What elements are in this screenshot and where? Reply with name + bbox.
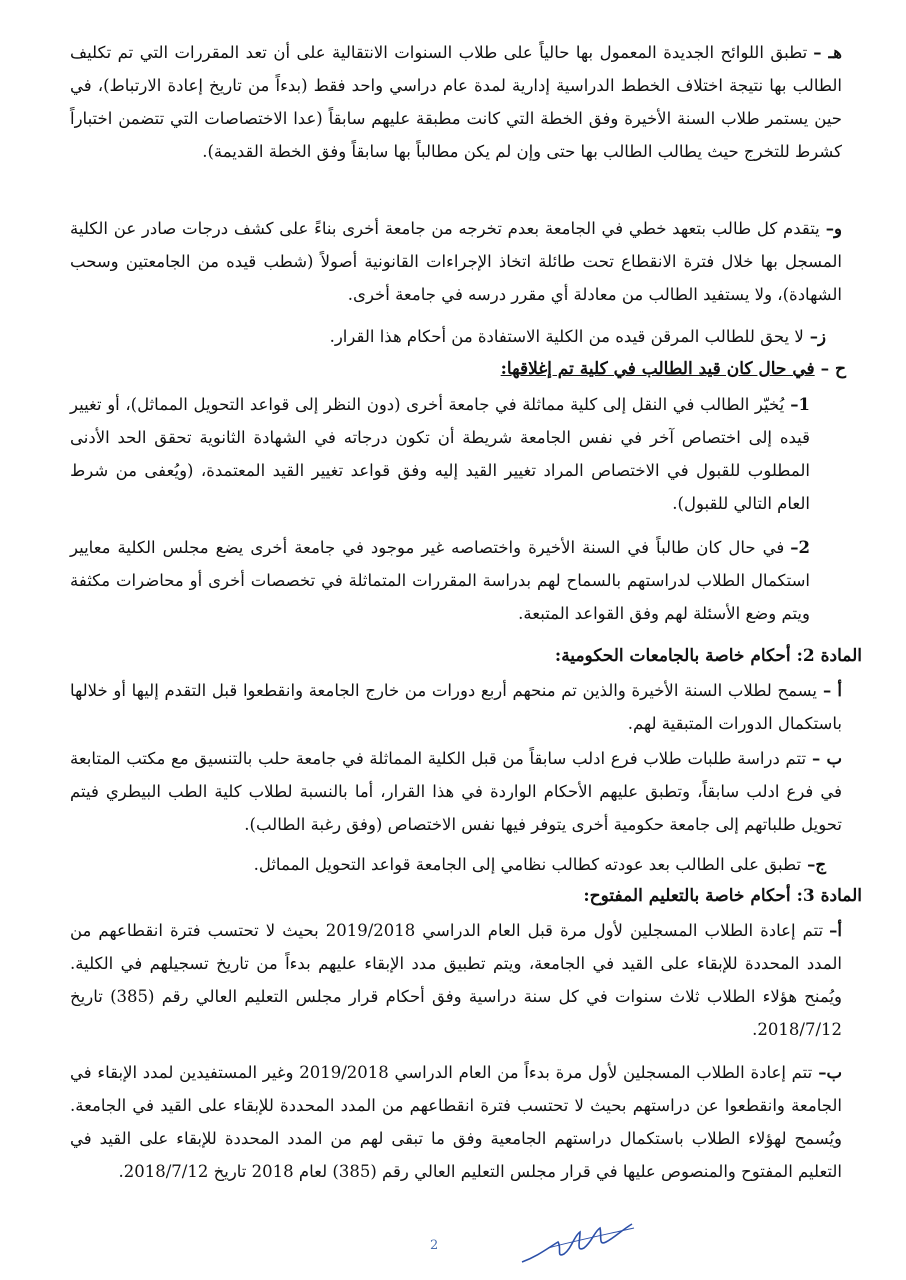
clause-text: يسمح لطلاب السنة الأخيرة والذين تم منحهم أربع دورات من خارج الجامعة وانقطعوا قبل التقدم إليها أو خلالها باستكمال الدورات المتبقية لهم.: [70, 681, 842, 733]
clause-text: تتم إعادة الطلاب المسجلين لأول مرة بدءاً من العام الدراسي 2019/2018 وغير المستفيدين لمدد الإبقاء في الجامعة وانقطعوا عن دراستهم بحيث لا تحتسب فترة انقطاعهم من المدد المحددة للإبقاء على القيد في الجامعة. ويُسمح لهؤلاء الطلاب باستكمال دراستهم الجامعية وفق ما تبقى لهم من المدد المحددة للإبقاء على القيد في التعليم المفتوح والمنصوص عليها في قرار مجلس التعليم العالي رقم (385) لعام 2018 تاريخ 2018/7/12.: [70, 1063, 842, 1181]
clause-label: أ –: [823, 681, 842, 700]
clause-label: 1–: [790, 395, 810, 414]
article-2-heading: المادة 2: أحكام خاصة بالجامعات الحكومية:: [554, 646, 862, 666]
sub-clause-2: [70, 531, 810, 630]
clause-label: 2–: [790, 538, 810, 557]
article-3-clause-a: [70, 914, 842, 1046]
clause-label: هـ –: [813, 43, 842, 62]
clause-h: [70, 36, 842, 168]
sub-clause-1: [70, 388, 810, 520]
page-number: 2: [430, 1238, 439, 1253]
clause-text: تتم دراسة طلبات طلاب فرع ادلب سابقاً من قبل الكلية المماثلة في جامعة حلب بالتنسيق مع مكتب المتابعة في فرع ادلب سابقاً، وتطبق عليهم الأحكام الواردة في هذا القرار، أما بالنسبة لطلاب كلية الطب البيطري فيتم تحويل طلباتهم إلى جامعة حكومية أخرى يتوفر فيها نفس الاختصاص (وفق رغبة الطالب).: [70, 749, 842, 834]
clause-text: تتم إعادة الطلاب المسجلين لأول مرة قبل العام الدراسي 2019/2018 بحيث لا تحتسب فترة انقطاعهم من المدد المحددة للإبقاء على القيد في الجامعة، ويتم تطبيق مدد الإبقاء عليهم بدءاً من تاريخ تسجيلهم في الكلية. ويُمنح هؤلاء الطلاب ثلاث سنوات في كل سنة دراسية وفق أحكام قرار مجلس التعليم العالي رقم (385) تاريخ 2018/7/12.: [70, 921, 842, 1039]
clause-label: ب–: [818, 1063, 842, 1082]
clause-label: ج–: [807, 855, 826, 874]
article-3-heading: المادة 3: أحكام خاصة بالتعليم المفتوح:: [583, 886, 862, 906]
clause-label: ح –: [820, 359, 846, 379]
clause-label: أ–: [829, 921, 842, 940]
clause-text: تطبق اللوائح الجديدة المعمول بها حالياً على طلاب السنوات الانتقالية على أن تعد المقررات التي تم تكليف الطالب بها نتيجة اختلاف الخطط الدراسية إدارية لمدة عام دراسي واحد فقط (بدءاً من تاريخ إعادة الارتباط)، في حين يستمر طلاب السنة الأخيرة وفق الخطة التي كانت مطبقة عليهم سابقاً (عدا الاختصاصات التي تتضمن اختباراً كشرط للتخرج حيث يطالب الطالب بها حتى وإن لم يكن مطالباً بها سابقاً وفق الخطة القديمة).: [70, 43, 842, 161]
clause-label: ز–: [809, 327, 826, 346]
clause-z: [70, 320, 826, 353]
signature-icon: [518, 1218, 638, 1268]
clause-label: و–: [825, 219, 842, 238]
article-2-clause-b: [70, 742, 842, 841]
clause-label: ب –: [812, 749, 842, 768]
clause-h-heading: [70, 353, 846, 386]
clause-text: يُخيّر الطالب في النقل إلى كلية مماثلة في جامعة أخرى (دون النظر إلى قواعد التحويل المماثل)، أو تغيير قيده إلى اختصاص آخر في نفس الجامعة شريطة أن تكون درجاته في الشهادة الثانوية تحقق الحد الأدنى المطلوب للقبول في الاختصاص المراد تغيير القيد إليه وفق قواعد تغيير القيد المعتمدة، (ويُعفى من شرط العام التالي للقبول).: [70, 395, 810, 513]
clause-w: [70, 212, 842, 311]
clause-text: لا يحق للطالب المرقن قيده من الكلية الاستفادة من أحكام هذا القرار.: [329, 327, 804, 346]
article-3-clause-b: [70, 1056, 842, 1188]
clause-text: تطبق على الطالب بعد عودته كطالب نظامي إلى الجامعة قواعد التحويل المماثل.: [253, 855, 802, 874]
clause-heading-text: في حال كان قيد الطالب في كلية تم إغلاقها:: [500, 359, 815, 379]
clause-text: يتقدم كل طالب بتعهد خطي في الجامعة بعدم تخرجه من جامعة أخرى بناءً على كشف درجات صادر عن الكلية المسجل بها خلال فترة الانقطاع تحت طائلة اتخاذ الإجراءات القانونية أصولاً (شطب قيده من الجامعتين وسحب الشهادة)، ولا يستفيد الطالب من معادلة أي مقرر درسه في جامعة أخرى.: [70, 219, 842, 304]
clause-text: في حال كان طالباً في السنة الأخيرة واختصاصه غير موجود في جامعة أخرى يضع مجلس الكلية معايير استكمال الطلاب لدراستهم بالسماح لهم بدراسة المقررات المتماثلة في تخصصات أخرى أو محاضرات مكثفة ويتم وضع الأسئلة لهم وفق القواعد المتبعة.: [70, 538, 810, 623]
article-2-clause-a: [70, 674, 842, 740]
article-2-clause-j: [70, 848, 826, 881]
